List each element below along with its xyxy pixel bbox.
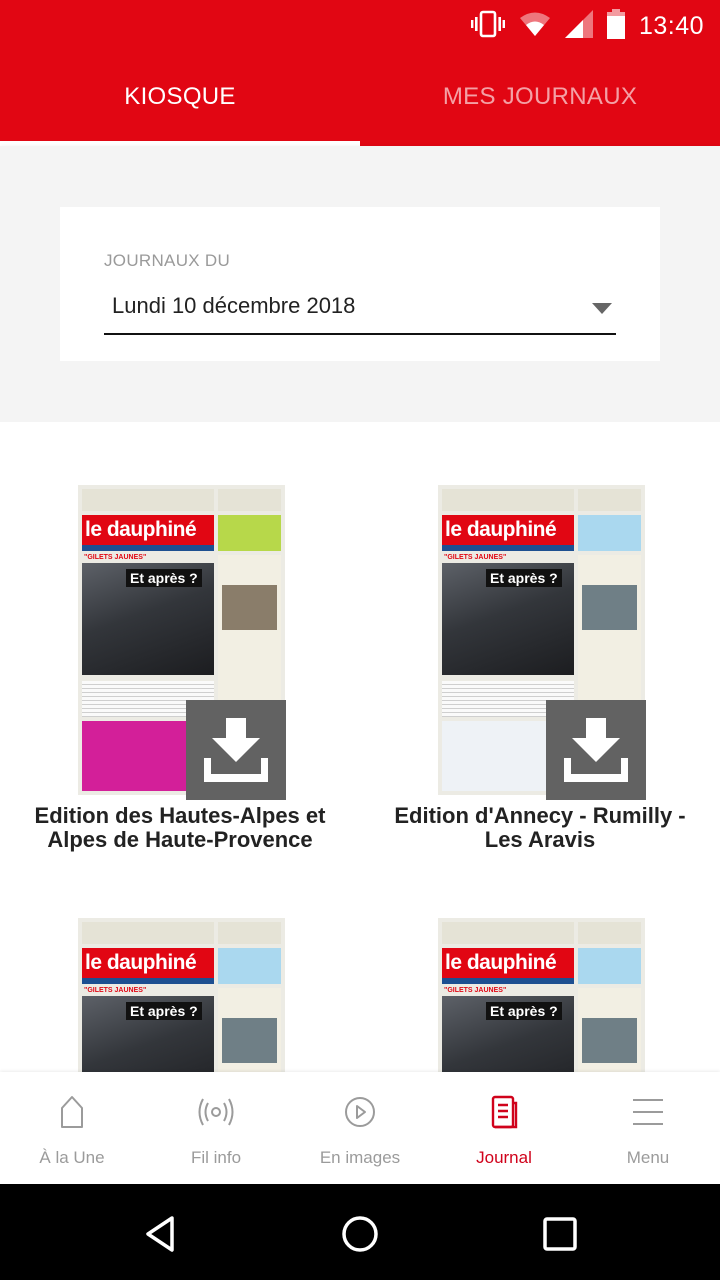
status-bar bbox=[0, 0, 720, 52]
cover-headline: Et après ? bbox=[126, 569, 202, 587]
status-time: 13:40 bbox=[638, 11, 704, 40]
dropdown-arrow-icon bbox=[592, 303, 612, 314]
home-icon bbox=[54, 1094, 90, 1130]
edition-item bbox=[360, 855, 720, 1072]
download-button[interactable] bbox=[186, 700, 286, 800]
download-icon bbox=[558, 712, 634, 788]
edition-title[interactable]: Edition des Hautes-Alpes et Alpes de Haute-Provence bbox=[34, 803, 326, 852]
back-icon[interactable] bbox=[140, 1214, 180, 1254]
broadcast-icon bbox=[196, 1094, 236, 1130]
download-button[interactable] bbox=[546, 700, 646, 800]
cell-signal-icon bbox=[565, 10, 593, 43]
edition-item bbox=[0, 855, 360, 1072]
date-dropdown[interactable] bbox=[104, 285, 616, 335]
cover-masthead: le dauphiné bbox=[82, 515, 214, 545]
cover-masthead: le dauphiné bbox=[442, 948, 574, 978]
cover-masthead: le dauphiné bbox=[82, 948, 214, 978]
newspaper-cover[interactable]: le dauphiné "GILETS JAUNES" Et après ? bbox=[438, 485, 645, 795]
nav-menu[interactable]: Menu bbox=[576, 1072, 720, 1184]
hamburger-icon bbox=[630, 1094, 666, 1130]
cover-masthead: le dauphiné bbox=[442, 515, 574, 545]
nav-a-la-une[interactable]: À la Une bbox=[0, 1072, 144, 1184]
vibrate-icon bbox=[471, 10, 505, 43]
edition-item bbox=[0, 422, 360, 872]
edition-item bbox=[360, 422, 720, 872]
cover-headline: Et après ? bbox=[126, 1002, 202, 1020]
cover-headline: Et après ? bbox=[486, 569, 562, 587]
date-label: JOURNAUX DU bbox=[104, 251, 231, 270]
tab-mes-journaux[interactable]: MES JOURNAUX bbox=[442, 83, 638, 110]
nav-fil-info[interactable]: Fil info bbox=[144, 1072, 288, 1184]
date-selector-section bbox=[0, 146, 720, 422]
home-circle-icon[interactable] bbox=[340, 1214, 380, 1254]
newspaper-cover[interactable]: le dauphiné "GILETS JAUNES" Et après ? bbox=[78, 918, 285, 1072]
system-navigation-bar bbox=[0, 1184, 720, 1280]
date-value: Lundi 10 décembre 2018 bbox=[112, 293, 356, 318]
edition-title[interactable]: Edition d'Annecy - Rumilly - Les Aravis bbox=[394, 803, 686, 852]
play-icon bbox=[342, 1094, 378, 1130]
date-card bbox=[60, 207, 660, 361]
nav-en-images[interactable]: En images bbox=[288, 1072, 432, 1184]
tab-bar bbox=[0, 52, 720, 146]
editions-grid[interactable] bbox=[0, 422, 720, 1072]
wifi-icon bbox=[519, 11, 551, 42]
newspaper-cover[interactable]: le dauphiné "GILETS JAUNES" Et après ? bbox=[78, 485, 285, 795]
newspaper-icon bbox=[486, 1094, 522, 1130]
recents-icon[interactable] bbox=[540, 1214, 580, 1254]
app-header bbox=[0, 0, 720, 146]
bottom-navigation bbox=[0, 1072, 720, 1184]
battery-icon bbox=[607, 9, 625, 44]
nav-journal[interactable]: Journal bbox=[432, 1072, 576, 1184]
cover-headline: Et après ? bbox=[486, 1002, 562, 1020]
tab-kiosque[interactable]: KIOSQUE bbox=[124, 83, 236, 110]
newspaper-cover[interactable]: le dauphiné "GILETS JAUNES" Et après ? bbox=[438, 918, 645, 1072]
download-icon bbox=[198, 712, 274, 788]
